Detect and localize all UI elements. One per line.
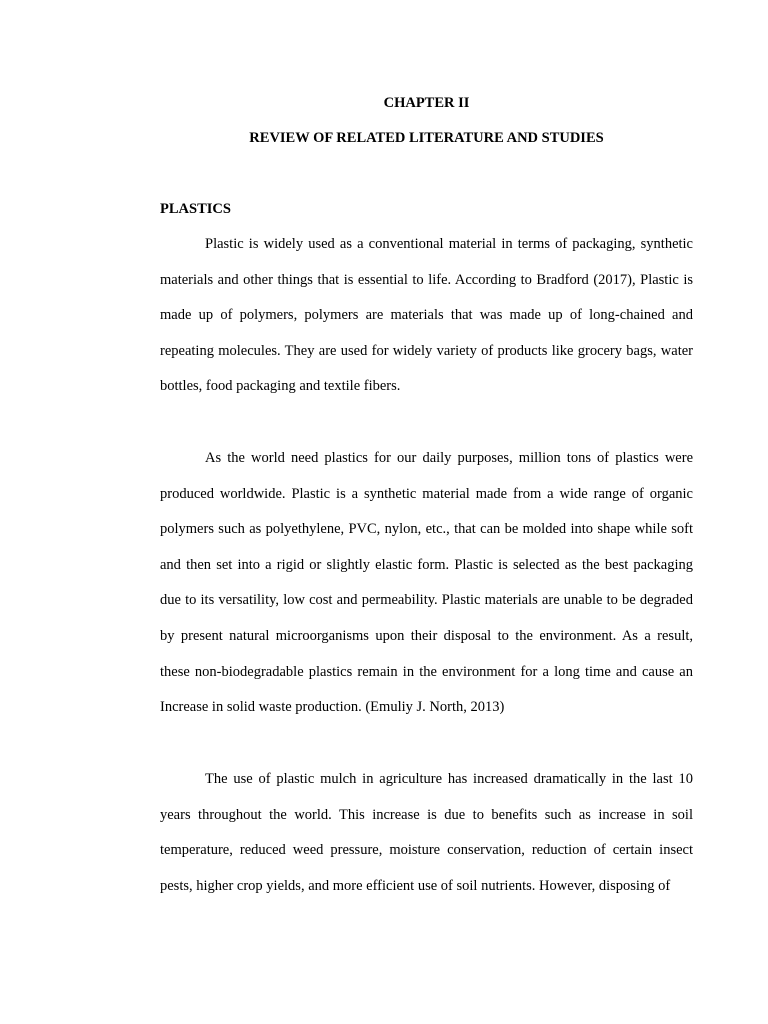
body-paragraph: Plastic is widely used as a conventional material in terms of packaging, synthetic materials and other things that is essential to life. According to Bradford (2017), Plastic is made up of polymers, polymers are materials that was made up of long-chained and repeating molecules. They are used for widely variety of products like grocery bags, water bottles, food packaging and textile fibers. xyxy=(160,236,693,395)
section-heading: PLASTICS xyxy=(160,201,231,217)
chapter-title: REVIEW OF RELATED LITERATURE AND STUDIES xyxy=(249,130,604,146)
body-paragraph: As the world need plastics for our daily purposes, million tons of plastics were produced worldwide. Plastic is a synthetic material made from a wide range of organic polymers such as polyethylene, PVC, nylon, etc., that can be molded into shape while soft and then set into a rigid or slightly elastic form. Plastic is selected as the best packaging due to its versatility, low cost and permeability. Plastic materials are unable to be degraded by present natural microorganisms upon their disposal to the environment. As a result, these non-biodegradable plastics remain in the environment for a long time and cause an Increase in solid waste production. (Emuliy J. North, 2013) xyxy=(160,450,693,716)
chapter-number: CHAPTER II xyxy=(383,95,470,111)
body-paragraph: The use of plastic mulch in agriculture has increased dramatically in the last 10 years throughout the world. This increase is due to benefits such as increase in soil temperature, reduced weed pressure, moisture conservation, reduction of certain insect pests, higher crop yields, and more efficient use of soil nutrients. However, disposing of xyxy=(160,771,693,894)
